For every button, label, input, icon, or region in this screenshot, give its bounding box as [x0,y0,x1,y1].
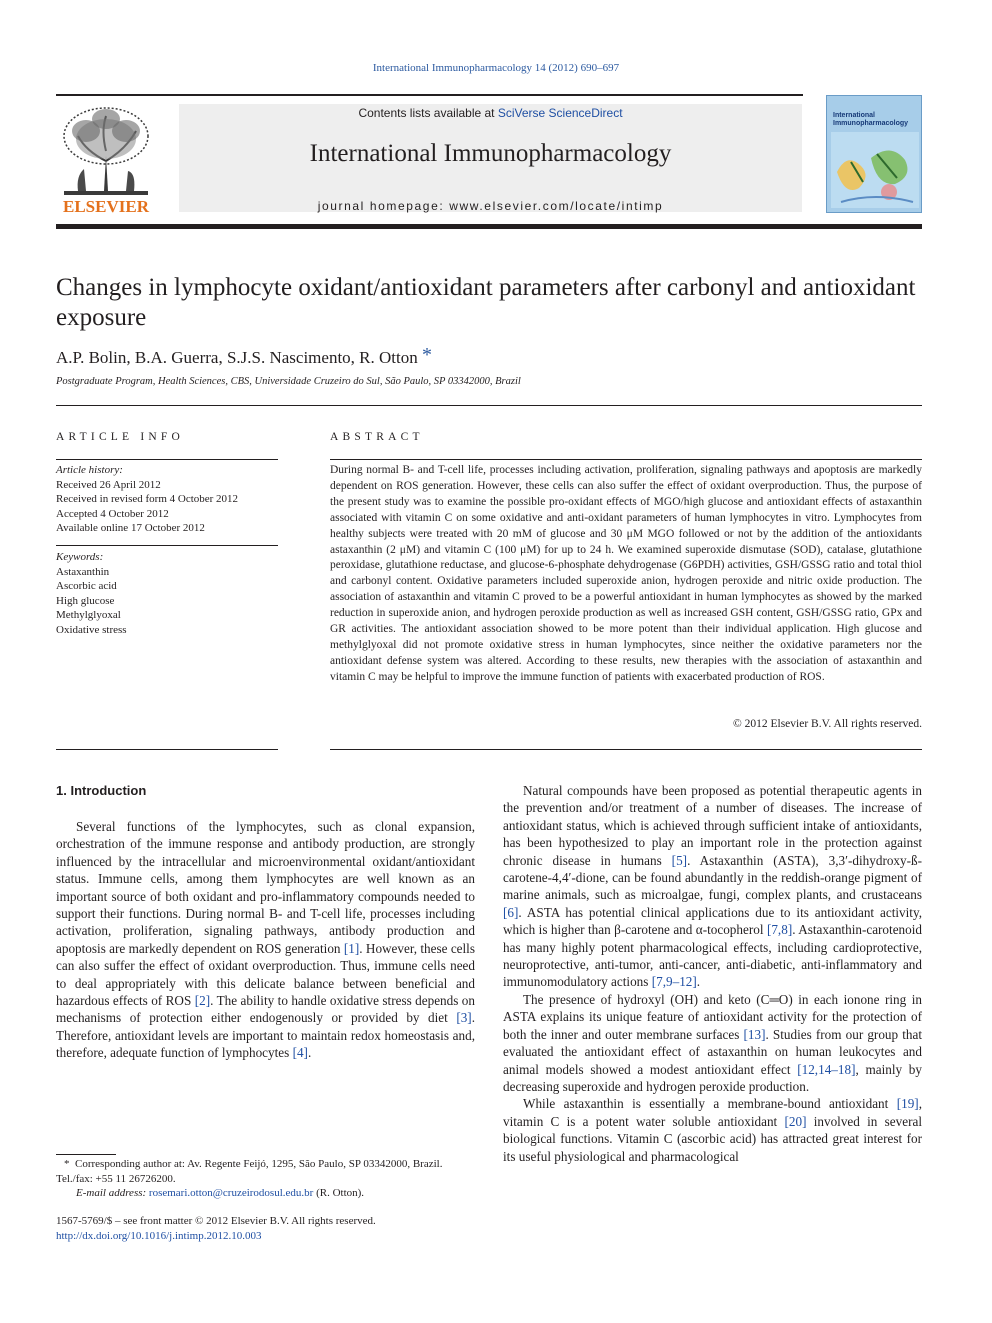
author-email-link[interactable]: rosemari.otton@cruzeirodosul.edu.br [148,1187,314,1199]
keyword-item: High glucose [56,594,115,607]
reference-link[interactable]: [13] [743,1026,766,1042]
email-suffix: (R. Otton). [313,1187,365,1199]
author-list [56,344,922,368]
abstract-rule-bottom [330,749,922,750]
abstract-heading: ABSTRACT [330,431,424,443]
paragraph-text: . Studies from our group that evaluated the antioxidant effect of astaxanthin on human leukocytes and animal models showed a modest antioxidant effect [503,1026,922,1077]
journal-name: International Immunopharmacology [309,140,672,167]
reference-link[interactable]: [19] [896,1096,919,1112]
article-info-rule-bottom [56,749,278,750]
paragraph-text: , vitamin C is a potent water soluble antioxidant [503,1096,922,1129]
sciencedirect-link[interactable]: SciVerse ScienceDirect [497,106,623,120]
paragraph-text: . However, these cells can also suffer the effect of oxidant overproduction. Thus, immune cells need to deal appropriately with this delicate balance between beneficial and hazardous effects of ROS [56,940,475,1009]
article-info-heading: ARTICLE INFO [56,431,184,443]
cover-title [833,112,921,128]
reference-link[interactable]: [2] [194,993,211,1009]
history-item: Accepted 4 October 2012 [56,507,169,520]
keyword-item: Methylglyoxal [56,609,121,621]
history-label: Article history: [56,464,123,476]
article-history [56,463,278,536]
homepage-link[interactable]: www.elsevier.com/locate/intimp [449,199,664,213]
contents-prefix: Contents lists available at [358,106,498,120]
history-item: Received in revised form 4 October 2012 [56,493,239,505]
article-info-rule-top [56,459,278,460]
issn-block [56,1214,475,1243]
reference-link[interactable]: [6] [503,904,519,920]
header-rule-bottom [56,224,922,229]
contents-line [179,106,802,120]
paragraph-text: involved in several biological functions. Vitamin C (ascorbic acid) has attracted great interest for its useful physiological and pharmacological [503,1113,922,1164]
paragraph-text: . [307,1045,312,1061]
reference-link[interactable]: [1] [343,940,360,956]
article-title: Changes in lymphocyte oxidant/antioxidant parameters after carbonyl and antioxidant exposure [56,274,916,331]
doi-link[interactable]: http://dx.doi.org/10.1016/j.intimp.2012.10.003 [56,1229,262,1242]
intro-column-right [503,782,922,1165]
paragraph-text: The presence of hydroxyl (OH) and keto (C═O) in each ionone ring in ASTA explains its unique feature of antioxidant activity for the protection of both the inner and outer membrane surfaces [503,991,922,1042]
intro-paragraph [56,818,475,1062]
footnote-star: * [64,1158,70,1170]
reference-link[interactable]: [3] [456,1010,472,1026]
paragraph-text: , mainly by decreasing superoxide and hydrogen peroxide production. [503,1061,922,1094]
homepage-prefix: journal homepage: [317,199,450,213]
keyword-item: Ascorbic acid [56,580,117,592]
authors-text: A.P. Bolin, B.A. Guerra, S.J.S. Nascimento, R. Otton [56,348,418,367]
footnote-rule [56,1154,116,1155]
history-item: Available online 17 October 2012 [56,522,205,534]
elsevier-logo [56,101,156,216]
cover-title-line1: International [833,112,876,119]
paragraph-text: While astaxanthin is essentially a membrane-bound antioxidant [523,1096,897,1112]
paragraph-text: . Astaxanthin (ASTA), 3,3′-dihydroxy-ß-carotene-4,4′-dione, can be found abundantly in the reddish-orange pigment of marine animals, such as microalgae, fungi, complex plants, and crustaceans [503,852,922,903]
corresponding-author-link[interactable]: * [421,344,432,366]
keywords-list [56,550,278,637]
reference-link[interactable]: [5] [671,852,688,868]
cover-art-icon [831,132,919,208]
cover-title-line2: Immunopharmacology [833,120,909,127]
paragraph-text: Natural compounds have been proposed as potential therapeutic agents in the prevention and/or treatment of a number of diseases. The increase of antioxidant status, which is achieved through sufficient intake of antioxidants, has been hypothesized to play an important role in the protection against chronic disease in humans [503,783,922,868]
paragraph-text: Several functions of the lymphocytes, such as clonal expansion, orchestration of the immune response and antibody production, are strongly influenced by the intracellular and microenvironmental oxidant/antioxidant status. Immune cells, among them lymphocytes are well known as an important source of both oxidant and pro-inflammatory compounds needed to support their functions. During normal B- and T-cell life, processes including activation, proliferation, signaling pathways, antibody production and apoptosis are markedly dependent on ROS generation [56,819,475,956]
intro-column-left [56,818,475,1062]
footnote-corresponding [56,1157,475,1186]
intro-paragraph [503,991,922,1095]
reference-link[interactable]: [12,14–18] [797,1061,856,1077]
elsevier-tree-icon [56,101,156,216]
reference-link[interactable]: [20] [784,1113,807,1129]
reference-link[interactable]: [4] [292,1045,308,1061]
abstract-copyright: © 2012 Elsevier B.V. All rights reserved. [733,718,922,730]
abstract-rule-top [330,459,922,460]
journal-citation[interactable]: International Immunopharmacology 14 (2012) 690–697 [372,62,620,74]
header-rule-top [56,94,803,96]
affiliation: Postgraduate Program, Health Sciences, CBS, Universidade Cruzeiro do Sul, São Paulo, SP 03342000, Brazil [56,376,521,387]
introduction-heading: 1. Introduction [56,783,147,798]
history-item: Received 26 April 2012 [56,478,161,491]
issn-line: 1567-5769/$ – see front matter © 2012 Elsevier B.V. All rights reserved. [56,1215,376,1227]
publisher-wordmark: ELSEVIER [63,197,149,216]
paragraph-text: . Astaxanthin-carotenoid has many highly potent pharmacological effects, including cardioprotective, neuroprotective, anti-tumor, anti-cancer, anti-diabetic, anti-inflammatory and immunomodulatory actions [503,922,922,990]
paragraph-text: . [696,974,701,990]
footnote-email-line [56,1186,475,1201]
paragraph-text: . ASTA has potential clinical applications due to its antioxidant activity, which is higher than β-carotene and α-tocopherol [503,904,922,938]
reference-link[interactable]: [7,9–12] [651,974,697,990]
intro-paragraph [503,1095,922,1165]
email-label: E-mail address: [76,1187,147,1199]
journal-cover[interactable] [826,95,922,213]
reference-link[interactable]: [7,8] [766,922,793,938]
corresponding-footnote [56,1157,475,1201]
journal-homepage [179,199,802,213]
abstract-text: During normal B- and T-cell life, processes including activation, proliferation, signaling pathways and apoptosis are markedly dependent on ROS generation. However, these cells can also suffer the effect of oxidant overproduction. Thus, the purpose of the present study was to examine the possible pro-oxidant effects of MGO/high glucose and antioxidant effects of astaxanthin associated with vitamin C on some oxidative and anti-oxidant parameters of human lymphocytes in vitro. Lymphocytes from healthy subjects were treated with 20 mM of glucose and 30 μM MGO followed or not by the addition of the antioxidants astaxanthin (2 μM) and vitamin C (100 μM) for up to 24 h. We examined superoxide dismutase (SOD), catalase, glutathione peroxidase, glutathione reductase, and glucose-6-phosphate dehydrogenase (G6PDH) activities, GSH/GSSG ratio and total thiol and carbonyl content. Oxidative parameters included superoxide anion, hydrogen peroxide and nitric oxide production. The association of astaxanthin and vitamin C proved to be a powerful antioxidant in human lymphocytes as showed by the marked reduction in superoxide anion, and hydrogen peroxide production as well as increased GSH content, GSH/GSSG ratio, GPx and GR activities. The antioxidant association showed to be more potent than their individual application. High glucose and methylglyoxal did not promote oxidative stress in human lymphocytes, since neither the oxidative parameters nor the antioxidant defense system was altered. According to these results, new therapies with the association of astaxanthin and vitamin C may be helpful to improve the immune function of patients with exacerbated production of ROS. [330,464,922,683]
history-rule [56,545,278,546]
keyword-item: Astaxanthin [56,565,110,578]
keywords-label: Keywords: [56,551,104,563]
paragraph-text: . The ability to handle oxidative stress depends on mechanisms of protection either endogenously or provided by diet [56,993,475,1026]
keyword-item: Oxidative stress [56,623,127,636]
affiliation-rule [56,405,922,406]
intro-paragraph [503,782,922,991]
footnote-address: Corresponding author at: Av. Regente Feijó, 1295, São Paulo, SP 03342000, Brazil. Tel./fax: +55 11 26726200. [56,1158,443,1185]
paragraph-text: . Therefore, antioxidant levels are important to maintain redox homeostasis and, therefore, adequate function of lymphocytes [56,1010,475,1061]
